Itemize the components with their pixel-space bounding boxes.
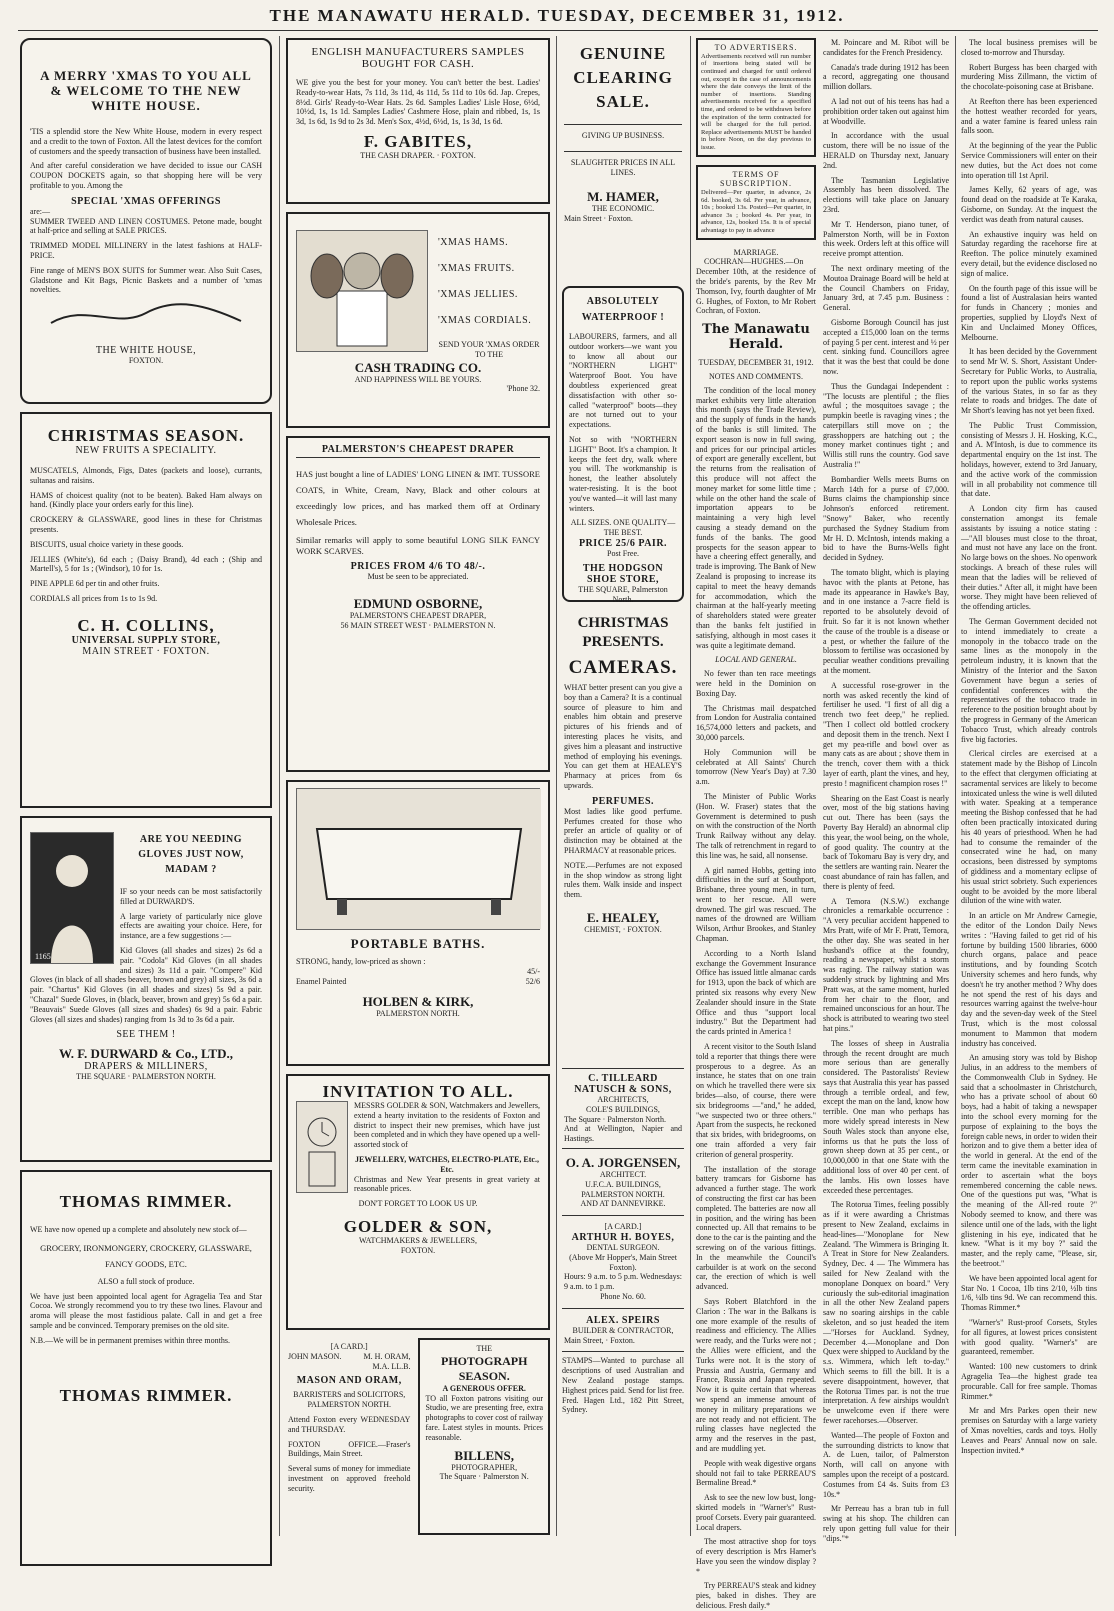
hamer-sub2: SLAUGHTER PRICES IN ALL LINES.	[564, 151, 682, 178]
healey-note: NOTE.—Perfumes are not exposed in the shop window as strong light rules them. Walk inside and inspect them.	[564, 860, 682, 900]
cash-trading-ad	[286, 212, 550, 428]
hodgson-address: THE SQUARE, Palmerston North.	[578, 584, 668, 604]
lady-portrait-image	[30, 832, 114, 964]
column-6	[961, 38, 1097, 1538]
news-paragraph: The tomato blight, which is playing havoc with the plants at Petone, has made its appearance in Hawke's Bay, and in one instance a 7-acre field is reported to be absolutely devoid of fruit. So far it is not known whether the cause of the trouble is a disease or a pest, or whether the failure of the blossom to fertilise was occasioned by peculiar weather conditions prevailing at the moment.	[823, 568, 949, 676]
rimmer-body: We have just been appointed local agent for Agragelia Tea and Star Cocoa. We strongly recommend you to try these two lines. Flavour and aroma will please the most fastidious palate. Call in and get a free sample and be convinced. Temporary premises on the old site.	[30, 1291, 262, 1330]
local-paragraph: No fewer than ten race meetings were held in the Dominion on Boxing Day.	[696, 669, 816, 698]
hodgson-body: LABOURERS, farmers, and all outdoor workers—we want you to know all about our "NORTHERN LIGHT" Waterproof Boot. You have doubtless experienced great dissatisfaction with other so-called "waterproof" boots—they are not turned out to your expectations.	[569, 332, 677, 430]
healey-name: E. HEALEY,	[586, 909, 660, 925]
billens-the: THE	[476, 1344, 492, 1353]
jorgensen-bldg: U.F.C.A. BUILDINGS, PALMERSTON NORTH.	[581, 1179, 665, 1199]
rimmer-also: ALSO a full stock of produce.	[97, 1276, 195, 1286]
news-paragraph: Wanted: 100 new customers to drink Agragelia Tea—the highest grade tea procurable. Call for free sample. Thomas Rimmer.*	[961, 1362, 1097, 1401]
mason-trade: BARRISTERS and SOLICITORS, PALMERSTON NORTH.	[293, 1390, 406, 1410]
advertisers-body: Advertisements received will run number of insertions being stated will be continued and charged for until ordered out, except in the case of announcements where the date conveys the limit of the number of insertions. Standing advertisements received for a specified time, and ordered to be withdrawn before the expiration of the term contracted for will be charged for the full period. Replace advertisements MUST be handed in before Noon, on the day previous to issue.	[701, 52, 811, 151]
boyes-trade: DENTAL SURGEON.	[586, 1242, 660, 1252]
gabites-ad	[286, 38, 550, 204]
white-house-offer-are: are:—	[30, 206, 50, 216]
mason-card-label: [A CARD.]	[330, 1342, 368, 1351]
billens-trade: PHOTOGRAPHER,	[451, 1462, 518, 1472]
speirs-trade: BUILDER & CONTRACTOR,	[572, 1325, 674, 1335]
boyes-address: (Above Mr Hopper's, Main Street Foxton).	[569, 1252, 677, 1272]
news-paragraph: Shearing on the East Coast is nearly over, most of the big stations having cut out. There has been (says the Poverty Bay Herald) an abnormal clip this year, the wool being, on the whole, of good quality. The country at the back of Tokomaru Bay is very dry, and the settlers are wanting rain. Nearer the coast abundance of rain has fallen, and there is plenty of feed.	[823, 793, 949, 891]
billens-body: TO all Foxton patrons visiting our Studio, we are presenting free, extra photographs to cover cost of railway fare. Latest styles in mounts. Prices reasonable.	[425, 1393, 543, 1442]
gabites-name: F. GABITES,	[363, 131, 473, 151]
collins-item: PINE APPLE 6d per tin and other fruits.	[30, 579, 160, 589]
news-paragraph: The losses of sheep in Australia through the recent drought are much more serious than are generally considered. The Pastoralists' Review says that Australia this year has passed through a terrible ordeal, and few, except the man on the land, know how terrible. One man who perhaps has more widely spread interests in New South Wales stock than anyone else, informs us that he puts the loss of grown sheep down at 35 per cent., or 10,000,000 in that one State with the additional loss of over 40 per cent. of the lambs. His own losses have exceeded these percentages.	[823, 1038, 949, 1195]
collins-store: UNIVERSAL SUPPLY STORE,	[71, 634, 221, 646]
holben-town: PALMERSTON NORTH.	[376, 1009, 460, 1019]
durward-address: THE SQUARE · PALMERSTON NORTH.	[76, 1072, 216, 1082]
healey-perfumes: PERFUMES.	[592, 795, 654, 807]
local-paragraph: Says Robert Blatchford in the Clarion : The war in the Balkans is one more example of the results of readiness and efficiency. The Allies were ready, and the Turks were not ; the Allies were efficient, and the Turks were not. It is the story of Prussia and Austria, Germany and France, Russia and Japan repeated. Now it is quite certain that whereas we spend an immense amount of money in military preparations we are not ready and not efficient. The ruling classes have neglected the army and the reserves in the past, and are muddling yet.	[696, 1296, 816, 1453]
gabites-trade: THE CASH DRAPER. · FOXTON.	[360, 150, 476, 160]
collins-item: MUSCATELS, Almonds, Figs, Dates (packets and loose), currants, sultanas and raisins.	[30, 466, 262, 485]
news-paragraph: James Kelly, 62 years of age, was found dead on the roadside at Te Karaka, Gisborne, on Sunday. At the inquest the verdict was death from natural causes.	[961, 185, 1097, 224]
clock-icon	[297, 1102, 347, 1192]
news-paragraph: The German Government decided not to intend immediately to create a monopoly in the tobacco trade on the same lines as the monopoly in the petroleum industry, it is known that the Ministry of the Interior and the Saxon Government have begun a series of confidential conferences with the representatives of the tobacco trade in reference to the position brought about by the progress in Germany of the American Tobacco Trust, which already controls five big factories.	[961, 617, 1097, 744]
signature-image	[30, 301, 262, 339]
local-paragraph: The installation of the storage battery tramcars for Gisborne has advanced a further stage. The work of constructing the first car has been completed. The batteries are now all in position, and the wiring has been connected up. All that remains to be done to the car is the painting and the screwing on of the various fittings. In the meanwhile the Council's carbuilder is at work on the second car, the erection of which is well advanced.	[696, 1164, 816, 1292]
butcher-illustration-image	[296, 230, 428, 352]
news-paragraph: In accordance with the usual custom, there will be no issue of the HERALD on Thursday next, January 2nd.	[823, 131, 949, 170]
billens-ad	[418, 1338, 550, 1535]
rimmer-lead: WE have now opened up a complete and absolutely new stock of—	[30, 1225, 247, 1234]
bathtub-icon	[297, 789, 541, 929]
signature-flourish-icon	[46, 301, 246, 331]
golder-cta: DON'T FORGET TO LOOK US UP.	[358, 1199, 478, 1209]
news-paragraph: Thus the Gundagai Independent : "The locusts are plentiful ; the flies awful ; the mosquitoes savage ; the pumpkin beetle is ravaging vines ; the caterpillars still move on ; the grasshoppers are hatching out ; the money market continues tight ; and Willis still runs the country. God save Australia !"	[823, 381, 949, 470]
gabites-title: ENGLISH MANUFACTURERS SAMPLES BOUGHT FOR CASH.	[311, 46, 525, 70]
mason-oram-card	[286, 1338, 412, 1538]
holben-price-b: 52/6	[525, 976, 540, 986]
healey-ad	[562, 610, 684, 1068]
local-paragraph: People with weak digestive organs should not fail to take PERREAU'S Bermaline Bread.*	[696, 1458, 816, 1488]
collins-title: CHRISTMAS SEASON.	[47, 426, 245, 445]
column-2	[286, 38, 550, 1538]
news-paragraph: The next ordinary meeting of the Moutoa Drainage Board will be held at the Council Chambers on Friday, January 3rd, at 7.45 p.m. Business : General.	[823, 263, 949, 313]
healey-trade: CHEMIST, · FOXTON.	[584, 924, 662, 934]
osborne-title: PALMERSTON'S CHEAPEST DRAPER	[296, 444, 540, 458]
collins-address: MAIN STREET · FOXTON.	[82, 645, 210, 657]
white-house-body: And after careful consideration we have decided to issue our CASH COUPON DOCKETS again, so that shopping here will be very profitable to you. Among the	[30, 161, 262, 190]
osborne-trade: PALMERSTON'S CHEAPEST DRAPER,	[349, 610, 487, 620]
hodgson-body-2: Not so with "NORTHERN LIGHT" Boot. It's a champion. It keeps the feet dry, walk where you will. The workmanship is honest, the leather absolutely water-resisting. It is the boot you've wanted—it will last many winters.	[569, 434, 677, 513]
subscription-notice	[696, 165, 816, 240]
news-paragraph: A Temora (N.S.W.) exchange chronicles a remarkable occurrence : "A very peculiar accident happened to Mrs Pratt, wife of Mr F. Pratt, Temora, the other day. She was seated in her husband's office at the foundry, reading a newspaper, whilst a storm was raging. The railway station was suddenly struck by lightning and Mrs Pratt was, at the same moment, hurled from her chair to the floor, and remained unconscious for an hour. The shock is attributed to wearing two steel hat pins."	[823, 896, 949, 1033]
news-paragraph: A lad not out of his teens has had a prohibition order taken out against him at Woodville.	[823, 96, 949, 126]
jorgensen-trade: ARCHITECT.	[599, 1169, 647, 1179]
column-rule	[279, 36, 280, 1536]
speirs-card	[562, 1308, 684, 1352]
rimmer-footer: THOMAS RIMMER.	[59, 1385, 233, 1405]
news-paragraph: A successful rose-grower in the north was asked recently the kind of fertiliser he used. "I first of all dig a trench two feet deep," he replied. "Then I collect old bottled crockery and deposit them in the trench. Next I get my pea-rifle and bowl over as many cats as are about ; shove them in the trench, cover them with a thick layer of earth, plant the vines, and hey, presto ! magnificent champion roses !"	[823, 680, 949, 788]
white-house-offer-1: SUMMER TWEED AND LINEN COSTUMES. Petone made, bought at half-price and selling at SALE PRICES.	[30, 216, 262, 236]
clock-illustration-image	[296, 1101, 348, 1193]
osborne-body: HAS just bought a line of LADIES' LONG LINEN & IMT. TUSSORE COATS, in White, Cream, Navy, Black and other colours at exceedingly low prices, and has marked them off at Ordinary Wholesale Prices.	[296, 469, 540, 527]
boyes-card	[562, 1215, 684, 1308]
cash-trading-phone: 'Phone 32.	[506, 384, 540, 394]
osborne-ad	[286, 436, 550, 772]
local-paragraph: The Minister of Public Works (Hon. W. Fraser) states that the Government is determined to push on with the construction of the North Trunk Railway without any delay. The talk of retrenchment in regard to this line was, he said, all nonsense.	[696, 791, 816, 860]
golder-trade: WATCHMAKERS & JEWELLERS,	[359, 1235, 477, 1245]
holben-ad	[286, 780, 550, 1066]
local-paragraph: Try PERREAU'S steak and kidney pies, baked in dishes. They are delicious. Fresh daily.*	[696, 1581, 816, 1611]
healey-title-1: CHRISTMAS PRESENTS.	[577, 615, 669, 650]
tilleard-trade: ARCHITECTS,	[597, 1095, 649, 1104]
billens-title: PHOTOGRAPH SEASON.	[441, 1353, 528, 1383]
news-paragraph: M. Poincare and M. Ribot will be candidates for the French Presidency.	[823, 38, 949, 57]
billens-name: BILLENS,	[454, 1447, 515, 1463]
tilleard-bldg: COLE'S BUILDINGS,	[586, 1104, 660, 1114]
news-paragraph: On the fourth page of this issue will be found a list of Australasian heirs wanted for funds in Chancery ; monies and properties, supplied by Lloyd's Next of Kin and Unclaimed Money Offices, Melbourne.	[961, 283, 1097, 342]
mason-money: Several sums of money for immediate investment on approved freehold security.	[288, 1464, 411, 1493]
golder-town: FOXTON.	[400, 1245, 436, 1255]
news-paragraph: "Warner's" Rust-proof Corsets, Styles for all figures, at lowest prices consistent with good quality. "Warner's" are guaranteed, remember.	[961, 1318, 1097, 1357]
healey-title-2: CAMERAS.	[568, 657, 678, 678]
cash-trading-line2: AND HAPPINESS WILL BE YOURS.	[354, 374, 482, 384]
cash-trading-name: CASH TRADING CO.	[354, 359, 482, 375]
hodgson-name: THE HODGSON SHOE STORE,	[582, 562, 664, 585]
butcher-icon	[297, 231, 427, 351]
white-house-ad	[20, 38, 272, 404]
rimmer-ad	[20, 1170, 272, 1566]
durward-glove-list: Kid Gloves (all shades and sizes) 2s 6d a pair. "Codola" Kid Gloves (in all shades and sizes) 3s 11d a pair. "Compere" Kid Gloves (in black of all shades beaver, brown and grey) all sizes, 3s 6d a pair. "Chartus" Kid Gloves (in all shades and sizes) 5s 9d a pair. "Chazal" Suede Gloves, in (black, beaver, brown and grey) 5s 6d a pair. "Beauvais" Suede Gloves (all sizes and shades) 6s 9d a pair. Fabric Gloves (all sizes and shades) ranging from 1s 3d to 3s 6d a pair.	[30, 945, 262, 1024]
bath-illustration-image	[296, 788, 540, 930]
osborne-address: 56 MAIN STREET WEST · PALMERSTON N.	[340, 620, 496, 630]
durward-lead: IF so your needs can be most satisfactorily filled at DURWARD'S.	[120, 887, 262, 906]
news-paragraph: The Rotorua Times, feeling possibly as if it were awarding a Christmas present to New Zealand, exclaims in head-lines—"Monoplane for New Zealand. 'The Wimmera is Bringing It. A Treat in Store for New Zealanders. Sydney, Dec. 4 — The Wimmera has sailed for New Zealand with the monoplane Donquex on board." Very curiously the sub-editorial imagination in all the other New Zealand papers saw no soaring airships in the cable skeleton, and so just headed the item—"Horses for Auckland. Sydney, December 4.—Monoplane and Don Quex were shipped to Auckland by the s.s. Wimmera, which left to-day." Which seems to fill the bill. It is a severe disappointment, however, that the Rotorua Times par. is not the true interpretation. A few airships wouldn't be unwelcome even if there were fewer racehorses.—Observer.	[823, 1200, 949, 1425]
local-paragraph: A recent visitor to the South Island told a reporter that things there were prosperous to a degree. As an instance, he states that on one train on which he travelled there were six brides—also, of course, there were six bridegrooms —"and," he added, "we suspected two or three others." Apart from the suspects, he reckoned that six brides, with bridegrooms, on one train afforded a very fair criterion of general prosperity.	[696, 1042, 816, 1159]
collins-item: HAMS of choicest quality (not to be beaten). Baked Ham always on hand. (Kindly place your orders early for this line).	[30, 490, 262, 510]
hodgson-ad	[562, 286, 684, 602]
local-paragraph: A girl named Hobbs, getting into difficulties in the surf at Southport, Brisbane, three young men, in turn, went to her rescue. All were drowned. The girl was rescued. The names of the drowned are William Wilson, Arthur Brookes, and Stanley Chapman.	[696, 865, 816, 944]
collins-name: C. H. COLLINS,	[77, 615, 215, 635]
osborne-prices: PRICES FROM 4/6 TO 48/-.	[350, 561, 486, 572]
mason-john: JOHN MASON.	[288, 1351, 342, 1361]
marriage-title: MARRIAGE.	[733, 247, 779, 257]
healey-body: WHAT better present can you give a boy than a Camera? It is a continual source of pleasure to him and enables him obtain and preserve pictures of his friends and of interesting places he visits, and gives him a pleasant and instructive method of employing his evenings. You can get them at HEALEY'S Pharmacy at prices from 6s upwards.	[564, 683, 682, 790]
collins-item: JELLIES (White's), 6d each ; (Daisy Brand), 4d each ; (Ship and Martell's), 5 for 1s ; (Windsor), 10 for 1s.	[30, 554, 262, 574]
news-paragraph: An amusing story was told by Bishop Julius, in an address to the members of the Commonwealth Club in Sydney. He said that a schoolmaster in Christchurch, who has a private school of about 60 boys, had a habit of taking a newspaper into the school every morning for the purpose of explaining to the boys the foreign cable news, in order to widen their horizon and to give them a better idea of the world in general. At the end of the term came the inevitable examination in order to ascertain what the boys remembered concerning the cable news. One of the questions put was, "What is the meaning of the All-red route ?" Nobody seemed to know, and there was silence until one of the lads, with the light glistening in his eye, indicated that he knew. "What is it my boy ?" said the master, and the reply came, "Please, sir, the beetroot."	[961, 1053, 1097, 1269]
news-paragraph: It has been decided by the Government to send Mr W. S. Short, Assistant Under-Secretary for Public Works, to Australia, to report upon the public works systems of the various States, in so far as they relate to roads and bridges. The date of Mr Short's leaving has not yet been fixed.	[961, 347, 1097, 416]
xmas-item: 'XMAS FRUITS.	[438, 263, 515, 274]
durward-name: W. F. DURWARD & Co., LTD.,	[59, 1046, 233, 1062]
news-paragraph: We have been appointed local agent for Star No. 1 Cocoa, 1lb tins 2/10, ½lb tins 1/6, ¼lb tins 9d. We can recommend this. Thomas Rimmer.*	[961, 1273, 1097, 1313]
local-paragraph: The Christmas mail despatched from London for Australia contained 16,574,000 letters and packets, and 30,000 parcels.	[696, 703, 816, 742]
osborne-name: EDMUND OSBORNE,	[353, 595, 483, 611]
news-paragraph: Mr Perreau has a bran tub in full swing at his shop. The children can rely upon getting full value for their "dips."*	[823, 1504, 949, 1543]
column-3	[562, 38, 684, 1538]
holben-body: STRONG, handy, low-priced as shown :	[296, 957, 426, 966]
news-paragraph: Clerical circles are exercised at a statement made by the Bishop of Lincoln to the effect that clergymen officiating at sacramental services are likely to become intoxicated unless the wine is well diluted with water. Speaking at a temperance meeting the Bishop confessed that he had often been practically intoxicated during his 40 years of priesthood. When he had had to consume the remainder of the consecrated wine he had, on many occasions, been distressed by symptoms of giddiness and a momentary eclipse of his usual strict sobriety. Such experiences ought to be avoided by the more liberal dilution of the wine with water.	[961, 749, 1097, 906]
white-house-intro: 'TIS a splendid store the New White House, modern in every respect and a credit to the town of Foxton. All the latest devices for the comfort of customers and the speedy transaction of business have been installed.	[30, 127, 262, 156]
osborne-similar: Similar remarks will apply to some beautiful LONG SILK FANCY WORK SCARVES.	[296, 535, 540, 556]
tilleard-card	[562, 1068, 684, 1148]
white-house-offer-3: Fine range of MEN'S BOX SUITS for Summer wear. Also Suit Cases, Gladstone and Kit Bags, Picnic Baskets and a number of 'xmas novelties.	[30, 265, 262, 295]
durward-trade: DRAPERS & MILLINERS,	[84, 1061, 208, 1073]
column-4	[696, 38, 816, 1611]
speirs-name: ALEX. SPEIRS	[586, 1314, 660, 1326]
news-paragraph: An exhaustive inquiry was held on Saturday regarding the racehorse fire at Reefton. The police minutely examined every detail, but the evidence disclosed no sign of malice.	[961, 229, 1097, 278]
mason-attend: Attend Foxton every WEDNESDAY and THURSDAY.	[288, 1414, 411, 1434]
hodgson-title: ABSOLUTELY WATERPROOF !	[581, 296, 665, 323]
golder-title: INVITATION TO ALL.	[322, 1082, 514, 1101]
white-house-offer-2: TRIMMED MODEL MILLINERY in the latest fashions at HALF-PRICE.	[30, 241, 262, 260]
jorgensen-name: O. A. JORGENSEN,	[565, 1154, 681, 1170]
hamer-trade: THE ECONOMIC.	[591, 204, 655, 214]
golder-prices: Christmas and New Year presents in great variety at reasonable prices.	[354, 1174, 540, 1194]
dateline: TUESDAY, DECEMBER 31, 1912.	[698, 358, 814, 368]
osborne-appreciate: Must be seen to be appreciated.	[367, 572, 469, 581]
news-paragraph: Bombardier Wells meets Burns on March 14th for a purse of £7,000. Burns claims the championship since Johnson's enforced retirement. "Snowy" Baker, who recently purchased the Sydney Stadium from Mr H. D. McIntosh, intends making a bid to have the Burns-Wells fight decided in Sydney.	[823, 474, 949, 563]
speirs-address: Main Street, · Foxton.	[564, 1335, 635, 1345]
local-paragraph: Holy Communion will be celebrated at All Saints' Church tomorrow (New Year's Day) at 7.30 a.m.	[696, 747, 816, 787]
golder-name: GOLDER & SON,	[343, 1216, 493, 1236]
subscription-body: Delivered—Per quarter, in advance, 2s 6d. booked, 3s 6d. Per year, in advance, 10s ; booked 13s. Posted—Per quarter, in advance 3s ; booked 4s. Per year, in advance, 12s, booked 15s. It is of special advantage to pay in advance	[701, 189, 811, 235]
lady-silhouette-icon	[31, 833, 113, 963]
durward-headline: ARE YOU NEEDING GLOVES JUST NOW, MADAM ?	[138, 834, 244, 875]
advertisers-notice	[696, 38, 816, 157]
news-paragraph: Mr and Mrs Parkes open their new premises on Saturday with a large variety of Xmas novelties, cards and toys. Holly Leaves and Pears' Annual now on sale. Inspection invited.*	[961, 1406, 1097, 1455]
local-paragraph: Ask to see the new low bust, long-skirted models in "Warner's" Rust-proof Corsets. Every pair guaranteed. Local drapers.	[696, 1493, 816, 1532]
news-paragraph: Robert Burgess has been charged with murdering Miss Zillmann, the victim of the chocolate-poisoning case at Brisbane.	[961, 62, 1097, 92]
mason-oram: M. H. ORAM, M.A. LL.B.	[363, 1351, 411, 1371]
mason-name: MASON AND ORAM,	[296, 1375, 402, 1387]
tilleard-address: The Square · Palmerston North.	[564, 1114, 666, 1124]
local-paragraph: According to a North Island exchange the Government Insurance Office has issued little almanac cards for 1913, upon the back of which are printed six reasons why every New Zealander should insure in the State Office and thus "support local industry." But the Department had the cards printed in America !	[696, 948, 816, 1037]
billens-address: The Square · Palmerston N.	[439, 1472, 529, 1482]
white-house-offer-heading: SPECIAL 'XMAS OFFERINGS	[71, 195, 221, 207]
local-paragraph: The most attractive shop for toys of every description is Mrs Hamer's Have you seen the window display ?*	[696, 1537, 816, 1576]
xmas-item: 'XMAS HAMS.	[438, 237, 509, 248]
durward-ad	[20, 816, 272, 1162]
column-5	[823, 38, 949, 1543]
jorgensen-also: AND AT DANNEVIRKE.	[580, 1199, 666, 1209]
white-house-town: FOXTON.	[128, 356, 164, 366]
masthead-rule	[18, 30, 1098, 31]
rimmer-goods: GROCERY, IRONMONGERY, CROCKERY, GLASSWARE, FANCY GOODS, ETC.	[40, 1242, 252, 1269]
mason-office: FOXTON OFFICE.—Fraser's Buildings, Main Street.	[288, 1439, 411, 1459]
billens-subtitle: A GENEROUS OFFER.	[442, 1383, 526, 1393]
hodgson-sizes: ALL SIZES. ONE QUALITY—THE BEST.	[570, 518, 676, 538]
xmas-item: 'XMAS JELLIES.	[438, 289, 518, 300]
white-house-title: A MERRY 'XMAS TO YOU ALL & WELCOME TO THE NEW WHITE HOUSE.	[40, 68, 252, 113]
news-paragraph: The Public Trust Commission, consisting of Messrs J. H. Hosking, K.C., and A. M'Intosh, is due to commence its departmental enquiry on the 1st inst. The holidays, however, extend to 3rd January, and the active work of the commission will in all probability not commence till that date.	[961, 420, 1097, 499]
holben-title: PORTABLE BATHS.	[350, 936, 486, 951]
news-paragraph: The Tasmanian Legislative Assembly has been dissolved. The elections will take place on January 23rd.	[823, 175, 949, 214]
gabites-body: WE give you the best for your money. You can't better the best. Ladies' Ready-to-wear Hats, 7s 11d, 3s 11d, 4s 11d, 5s 11d to 10s 6d. Jap. Crepes, 8½d. Girls' Ready-to-Wear Hats. 2s 6d. Samples Ladies' Lisle Hose, 6½d, 10½d, 1s, 1s 1d. Samples Ladies' Cashmere Hose, plain and ribbed, 1s, 1s 3d, 1s 6d, 1s 9d to 2s 3d. Men's Sox, 4½d, 6½d, 1s, 1s 3d, 1s 6d.	[296, 78, 540, 127]
news-paragraph: Canada's trade during 1912 has been a record, aggregating one thousand million dollars.	[823, 62, 949, 92]
holben-price-a: 45/-	[527, 966, 540, 976]
boyes-card-label: [A CARD.]	[604, 1222, 642, 1232]
xmas-item: 'XMAS CORDIALS.	[438, 315, 532, 326]
hamer-ad	[562, 38, 684, 286]
durward-cta: SEE THEM !	[116, 1029, 176, 1041]
news-paragraph: In an article on Mr Andrew Carnegie, the editor of the London Daily News writes : "Having failed to get rid of his fortune by building 1500 libraries, 6000 church organs, palace and peace institutions, and by founding Scotch University schemes and hero funds, why doesn't he try another method ? Why does he not spend the rest of his days and resources warring against the twelve-hour day and the seven-day week of the Steel Trust, which is the most colossal monument to Mammon that modern industry has conceived.	[961, 911, 1097, 1048]
notes-paragraph: The condition of the local money market exhibits very little alteration this month (says the Trade Review), and the supply of funds in the hands of the banks is still limited. The export season is now in full swing, and prices for our principal articles of export are generally excellent, but the returns from the realisation of this produce will not affect the money market for some little time ; while on the other hand the scale of importation appears to be maintaining a very high level causing a steady demand on the funds of the banks. The good prospects for the season appear to have a cheering effect generally, and trade is improving. The Bank of New Zealand is proposing to increase its capital to meet the heavy demands for accommodation, which the chairman at the half-yearly meeting of shareholders stated were greater than the banks felt justified in satisfying, although in most cases it was quite a legitimate demand.	[696, 385, 816, 650]
boyes-name: ARTHUR H. BOYES,	[571, 1231, 675, 1243]
boyes-phone: Phone No. 60.	[600, 1291, 646, 1301]
news-paragraph: Gisborne Borough Council has just accepted a £15,000 loan on the terms of paying 5 per cent. interest and ½ per cent. sinking fund. Councillors agree that it was the best that could be done now.	[823, 317, 949, 376]
golder-body: MESSRS GOLDER & SON, Watchmakers and Jewellers, extend a hearty invitation to the residents of Foxton and district to inspect their new premises, which have just been completed and in which they have opened up a well-assorted stock of	[354, 1101, 540, 1150]
paper-title: The Manawatu Herald.	[702, 322, 810, 353]
notes-title: NOTES AND COMMENTS.	[708, 372, 803, 382]
hamer-sub1: GIVING UP BUSINESS.	[564, 124, 682, 141]
rimmer-title: THOMAS RIMMER.	[59, 1192, 233, 1211]
golder-stock: JEWELLERY, WATCHES, ELECTRO-PLATE, Etc., Etc.	[355, 1154, 539, 1174]
tilleard-name: C. TILLEARD NATUSCH & SONS,	[574, 1073, 672, 1095]
stamps-notice: STAMPS—Wanted to purchase all descriptions of used Australian and New Zealand postage stamps. Highest prices paid. Send for list free. Fred. Hagen Ltd., 182 Pitt Street, Sydney.	[562, 1351, 684, 1415]
news-paragraph: At the beginning of the year the Public Service Commissioners will enter on their new duties, but the Act does not come into operation till 1st April.	[961, 141, 1097, 180]
collins-item: CROCKERY & GLASSWARE, good lines in these for Christmas presents.	[30, 515, 262, 534]
cash-trading-line1: SEND YOUR 'XMAS ORDER TO THE	[438, 340, 540, 359]
marriage-body: COCHRAN—HUGHES.—On December 10th, at the residence of the bride's parents, by the Rev Mr Thomson, Ivy, fourth daughter of Mr G. Hughes, of Foxton, to Mr Robert Cochran, of Foxton.	[696, 257, 816, 316]
white-house-store: THE WHITE HOUSE,	[95, 345, 197, 357]
golder-ad	[286, 1074, 550, 1330]
hodgson-post: Post Free.	[607, 548, 639, 558]
column-rule	[690, 36, 691, 1536]
news-paragraph: Wanted—The people of Foxton and the surrounding districts to know that A. de Luen, tailor, of Palmerston North, will call on anyone with samples upon the receipt of a postcard. Costumes from £4 4s. Suits from £3 10s.*	[823, 1430, 949, 1499]
column-1	[20, 38, 272, 1538]
news-paragraph: The local business premises will be closed to-morrow and Thursday.	[961, 38, 1097, 57]
advertisers-title: TO ADVERTISERS.	[714, 43, 798, 52]
subscription-title: TERMS OF SUBSCRIPTION.	[720, 169, 792, 189]
durward-body: A large variety of particularly nice glove effects are awaiting your choice. Here, for instance, are a few suggestions :—	[120, 911, 262, 941]
local-title: LOCAL AND GENERAL.	[715, 655, 797, 665]
holben-name: HOLBEN & KIRK,	[362, 994, 474, 1010]
hamer-address: Main Street · Foxton.	[564, 214, 633, 224]
news-paragraph: Mr T. Henderson, piano tuner, of Palmerston North, will be in Foxton this week. Orders left at this office will receive prompt attention.	[823, 219, 949, 259]
collins-item: BISCUITS, usual choice variety in these goods.	[30, 539, 184, 549]
collins-ad	[20, 412, 272, 808]
column-rule	[955, 36, 956, 1536]
boyes-hours: Hours: 9 a.m. to 5 p.m. Wednesdays: 9 a.m. to 1 p.m.	[564, 1272, 682, 1292]
hodgson-price: PRICE 25/6 PAIR.	[578, 537, 668, 549]
column-rule	[556, 36, 557, 1536]
tilleard-also: And at Wellington, Napier and Hastings.	[564, 1124, 682, 1144]
jorgensen-card	[562, 1148, 684, 1215]
image-caption: 1165	[35, 952, 51, 961]
rimmer-nb: N.B.—We will be in permanent premises within three months.	[30, 1335, 230, 1345]
news-paragraph: At Reefton there has been experienced the hottest weather recorded for years, and a water famine is feared unless rain falls soon.	[961, 96, 1097, 136]
masthead: THE MANAWATU HERALD. TUESDAY, DECEMBER 31, 1912.	[269, 6, 845, 25]
collins-item: CORDIALS all prices from 1s to 1s 9d.	[30, 593, 158, 603]
collins-subtitle: NEW FRUITS A SPECIALITY.	[75, 445, 217, 456]
healey-perf-body: Most ladies like good perfume. Perfumes created for those who prefer an article of quality or of distinction may be obtained at the PHARMACY at reasonable prices.	[564, 806, 682, 855]
hamer-title: GENUINE CLEARING SALE.	[573, 44, 673, 111]
holben-enamel: Enamel Painted	[296, 976, 347, 986]
news-paragraph: A London city firm has caused consternation amongst its female assistants by issuing a notice stating :—"All blouses must close to the throat, and must not have any lace on the front. No large bows on the shoes. No openwork stockings. A breach of these rules will mean that the ladies will be relieved of their duties." After all, it might have been worse. They might have been relieved of the offending articles.	[961, 504, 1097, 612]
hamer-name: M. HAMER,	[587, 189, 659, 205]
